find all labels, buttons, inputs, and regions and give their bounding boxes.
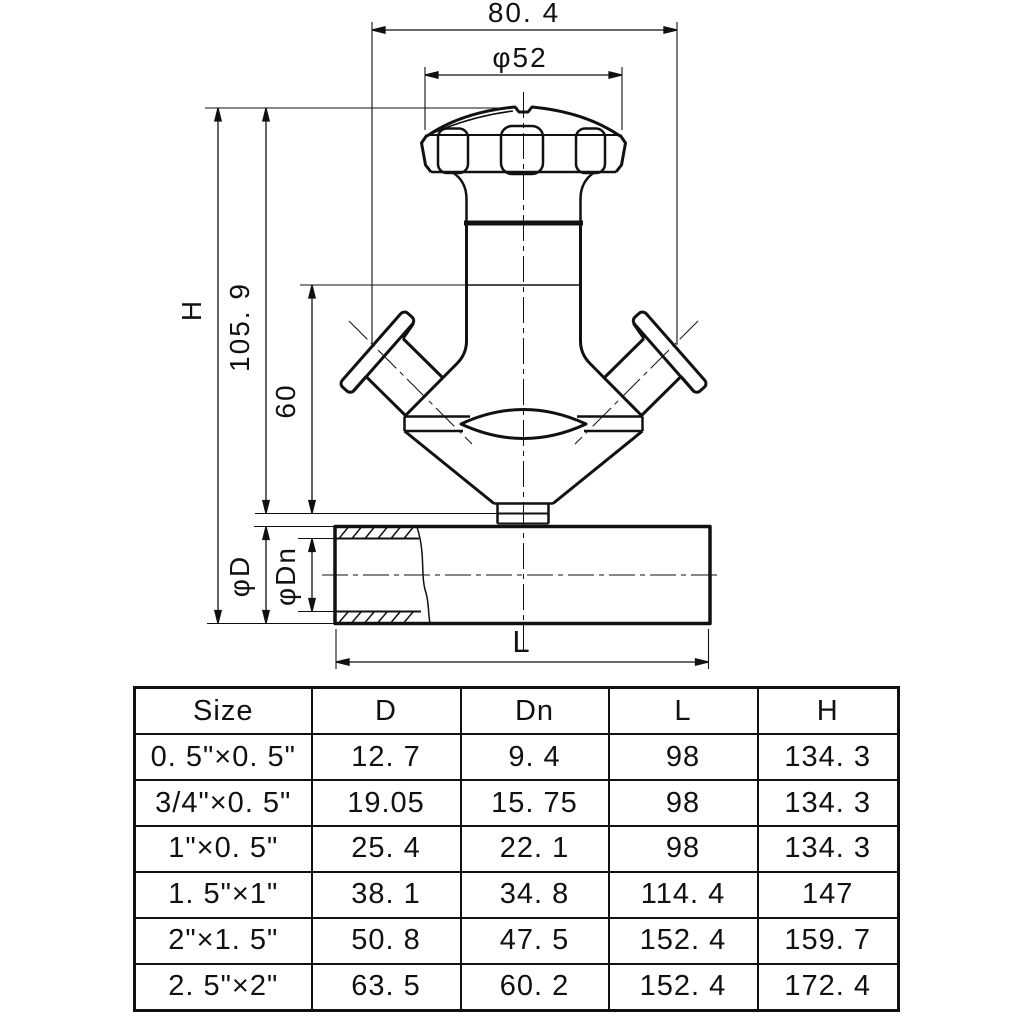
right-port-tube-bottom — [640, 377, 681, 418]
dimension-overall-width — [372, 0, 677, 33]
handwheel-band-left-bevel — [422, 135, 432, 172]
cell-h: 134. 3 — [758, 734, 899, 780]
cell-size: 0. 5"×0. 5" — [135, 734, 312, 780]
dim-label-handwheel-diameter: φ52 — [492, 42, 548, 73]
left-port-tube-top — [403, 339, 443, 379]
dimension-height-to-pipe — [224, 108, 269, 514]
funnel-right-edge — [553, 431, 643, 504]
cell-h: 134. 3 — [758, 780, 899, 826]
right-port-taper-bottom — [681, 377, 695, 393]
cell-size: 2"×1. 5" — [135, 918, 312, 964]
dimension-port-center-height — [270, 285, 315, 514]
table-row — [135, 826, 899, 872]
col-header-dn: Dn — [461, 688, 609, 735]
cell-l: 98 — [609, 734, 758, 780]
cell-d: 50. 8 — [312, 918, 461, 964]
cell-l: 98 — [609, 826, 758, 872]
left-port-centerline — [349, 321, 472, 444]
table-row — [135, 734, 899, 780]
cell-size: 3/4"×0. 5" — [135, 780, 312, 826]
right-port-tube-top — [604, 339, 644, 379]
cell-dn: 15. 75 — [461, 780, 609, 826]
dim-label-height-to-pipe: 105. 9 — [224, 282, 255, 372]
handwheel-band-right-bevel — [616, 135, 626, 172]
col-header-d: D — [312, 688, 461, 735]
funnel-left-edge — [405, 431, 495, 504]
cell-dn: 9. 4 — [461, 734, 609, 780]
dim-label-overall-width: 80. 4 — [487, 0, 561, 28]
cell-d: 12. 7 — [312, 734, 461, 780]
table-row — [135, 872, 899, 918]
cell-h: 159. 7 — [758, 918, 899, 964]
left-port-taper-bottom — [353, 377, 367, 393]
table-row — [135, 780, 899, 826]
table-row — [135, 964, 899, 1011]
cell-dn: 34. 8 — [461, 872, 609, 918]
handwheel-knurl-center — [501, 126, 543, 174]
dimension-pipe-length — [336, 624, 709, 665]
cell-h: 134. 3 — [758, 826, 899, 872]
cell-size: 2. 5"×2" — [135, 964, 312, 1011]
neck-right — [581, 172, 596, 222]
spec-table-header-row — [135, 688, 899, 735]
dimension-handwheel-diameter — [425, 42, 622, 78]
cell-h: 172. 4 — [758, 964, 899, 1011]
pipe-hatch-bottom — [339, 612, 413, 623]
right-port-centerline — [575, 321, 698, 444]
dimension-pipe-id — [270, 539, 315, 612]
dim-label-pipe-length: L — [512, 624, 532, 659]
cell-dn: 22. 1 — [461, 826, 609, 872]
dim-label-pipe-od: φD — [224, 554, 255, 598]
spec-table — [133, 686, 900, 1012]
cell-dn: 60. 2 — [461, 964, 609, 1011]
centerlines — [322, 92, 722, 655]
dimension-pipe-od — [224, 527, 269, 624]
dim-label-total-height: H — [176, 298, 207, 322]
col-header-h: H — [758, 688, 899, 735]
dimension-total-height — [176, 108, 221, 624]
col-header-size: Size — [135, 688, 312, 735]
cell-d: 25. 4 — [312, 826, 461, 872]
cell-size: 1. 5"×1" — [135, 872, 312, 918]
cell-d: 38. 1 — [312, 872, 461, 918]
cell-l: 98 — [609, 780, 758, 826]
left-port-tube-bottom — [366, 377, 407, 418]
cell-dn: 47. 5 — [461, 918, 609, 964]
dim-label-pipe-id: φDn — [270, 546, 301, 606]
cell-d: 63. 5 — [312, 964, 461, 1011]
cell-l: 114. 4 — [609, 872, 758, 918]
table-row — [135, 918, 899, 964]
pipe-hatch-top — [339, 528, 413, 539]
dim-label-port-center-height: 60 — [270, 383, 301, 419]
handwheel-dome — [427, 107, 620, 136]
cell-d: 19.05 — [312, 780, 461, 826]
cell-size: 1"×0. 5" — [135, 826, 312, 872]
cell-l: 152. 4 — [609, 964, 758, 1011]
cell-h: 147 — [758, 872, 899, 918]
neck-left — [452, 172, 467, 222]
cell-l: 152. 4 — [609, 918, 758, 964]
col-header-l: L — [609, 688, 758, 735]
dimensions — [176, 0, 709, 665]
